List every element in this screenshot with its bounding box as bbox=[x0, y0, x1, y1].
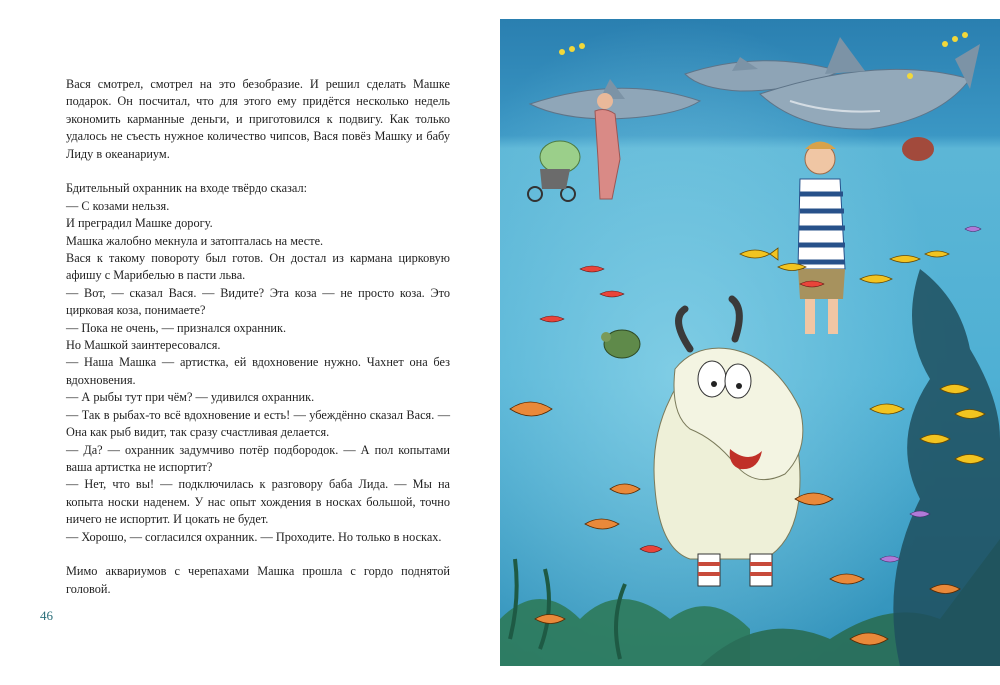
paragraph: Бдительный охранник на входе твёрдо сказал: bbox=[66, 181, 308, 196]
paragraph-gap bbox=[66, 163, 450, 180]
paragraph: — Наша Машка — артистка, ей вдохновение нужно. Чахнет она без вдохновения. bbox=[66, 355, 450, 387]
paragraph: — Вот, — сказал Вася. — Видите? Эта коза — не просто коза. Это цирковая коза, понимаете? bbox=[66, 285, 450, 318]
aquarium-illustration bbox=[500, 19, 1000, 666]
paragraph: — Так в рыбах-то всё вдохновение и есть! — убеждённо сказал Вася. — Она как рыб видит, так сразу счастливая делается. bbox=[66, 407, 450, 440]
small-creature bbox=[902, 137, 934, 161]
paragraph-gap bbox=[66, 546, 450, 563]
paragraph: Вася смотрел, смотрел на это безобразие. И решил сделать Машке подарок. Он посчитал, что для этого ему придётся несколько недель экономить карманные деньги, и приготовился к подвигу. Как только удалось не съесть нужное количество чипсов, Вася повёз Машку и бабу Лиду в океанариум. bbox=[66, 77, 450, 161]
paragraph: — Да? — охранник задумчиво потёр подбородок. — А пол копытами ваша артистка не испортит? bbox=[66, 442, 450, 474]
paragraph: Машка жалобно мекнула и затопталась на месте. bbox=[66, 233, 324, 248]
paragraph: Мимо аквариумов с черепахами Машка прошла с гордо поднятой головой. bbox=[66, 564, 450, 596]
paragraph: — С козами нельзя. bbox=[66, 198, 170, 213]
paragraph: Но Машкой заинтересовался. bbox=[66, 338, 221, 353]
page-number: 46 bbox=[40, 608, 53, 623]
paragraph: — А рыбы тут при чём? — удивился охранник. bbox=[66, 390, 315, 405]
paragraph: — Хорошо, — согласился охранник. — Проходите. Но только в носках. bbox=[66, 529, 442, 544]
text-page bbox=[66, 76, 450, 598]
paragraph: И преградил Машке дорогу. bbox=[66, 216, 213, 231]
paragraph: — Пока не очень, — признался охранник. bbox=[66, 320, 287, 335]
illustration-svg bbox=[500, 19, 1000, 666]
paragraph: Вася к такому повороту был готов. Он достал из кармана цирковую афишу с Марибелью в пасти льва. bbox=[66, 251, 450, 283]
paragraph: — Нет, что вы! — подключилась к разговору баба Лида. — Мы на копыта носки наденем. У нас опыт хождения в носках большой, точно ничего не испортит. И цокать не будет. bbox=[66, 477, 450, 527]
